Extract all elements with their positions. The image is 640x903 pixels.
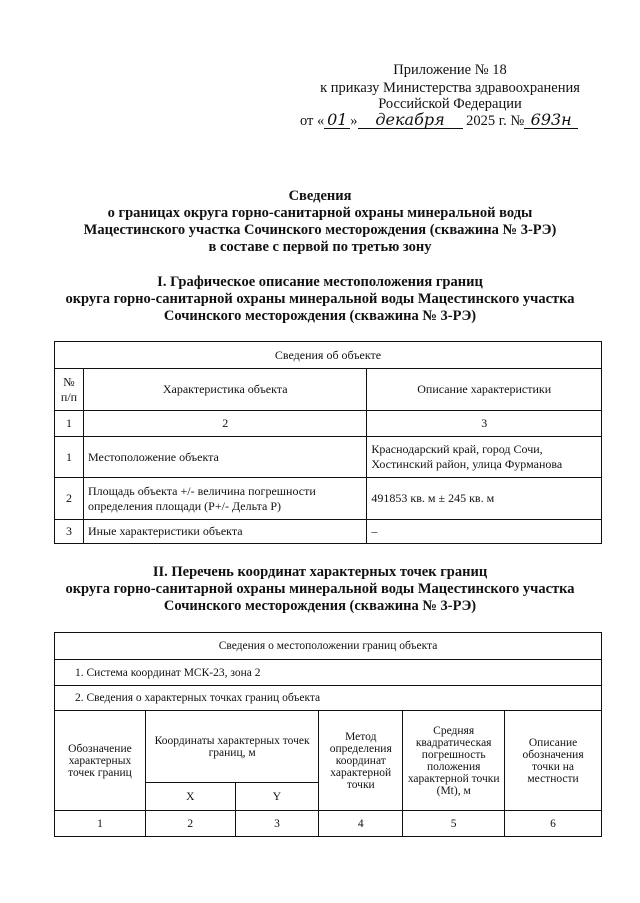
section1-title-line1: I. Графическое описание местоположения границ xyxy=(157,274,483,290)
description-cell: Краснодарский край, город Сочи, Хостинский район, улица Фурманова xyxy=(367,437,602,478)
points-caption: 2. Сведения о характерных точках границ объекта xyxy=(55,686,602,711)
date-prefix: от « xyxy=(300,113,325,129)
column-header-x: X xyxy=(145,783,235,811)
column-number-cell: 2 xyxy=(145,811,235,837)
characteristic-cell: Местоположение объекта xyxy=(83,437,366,478)
order-reference: к приказу Министерства здравоохранения xyxy=(320,80,580,96)
doc-title-line2: о границах округа горно-санитарной охраны минеральной воды xyxy=(107,205,533,221)
coordinate-system: 1. Система координат МСК-23, зона 2 xyxy=(55,660,602,686)
table-row xyxy=(55,437,602,478)
column-header-method: Метод определения координат характерной точки xyxy=(319,711,403,811)
order-date-line xyxy=(300,112,630,130)
column-number-cell: 4 xyxy=(319,811,403,837)
date-year: 2025 г. № xyxy=(466,113,525,129)
row-number: 2 xyxy=(55,478,84,520)
section2-title-line3: Сочинского месторождения (скважина № 3-РЭ) xyxy=(163,598,477,614)
column-number-cell: 1 xyxy=(55,411,84,437)
order-number: 693н xyxy=(524,112,578,129)
column-number-cell: 2 xyxy=(83,411,366,437)
date-mid: » xyxy=(350,113,358,129)
table-row xyxy=(55,478,602,520)
doc-title-line4: в составе с первой по третью зону xyxy=(208,239,432,255)
ministry-country: Российской Федерации xyxy=(378,96,522,112)
description-cell: 491853 кв. м ± 245 кв. м xyxy=(367,478,602,520)
section2-title-line1: II. Перечень координат характерных точек границ xyxy=(152,564,488,580)
column-header-characteristic: Характеристика объекта xyxy=(83,369,366,411)
date-month: декабря xyxy=(358,112,463,129)
section2-title-line2: округа горно-санитарной охраны минеральной воды Мацестинского участка xyxy=(65,581,575,597)
column-number-cell: 6 xyxy=(505,811,602,837)
column-number-cell: 3 xyxy=(367,411,602,437)
object-info-table xyxy=(54,341,602,544)
object-info-caption: Сведения об объекте xyxy=(55,342,602,369)
date-day: 01 xyxy=(324,112,350,129)
column-header-description: Описание характеристики xyxy=(367,369,602,411)
column-number-cell: 1 xyxy=(55,811,146,837)
characteristic-cell: Площадь объекта +/- величина погрешности определения площади (P+/- Дельта P) xyxy=(83,478,366,520)
description-cell: – xyxy=(367,520,602,544)
row-number: 3 xyxy=(55,520,84,544)
appendix-number: Приложение № 18 xyxy=(393,62,507,78)
column-number-cell: 5 xyxy=(403,811,505,837)
column-header-designation: Обозначение характерных точек границ xyxy=(55,711,146,811)
section1-title-line3: Сочинского месторождения (скважина № 3-РЭ) xyxy=(163,308,477,324)
row-number: 1 xyxy=(55,437,84,478)
column-header-coordinates: Координаты характерных точек границ, м xyxy=(145,711,318,783)
column-number-cell: 3 xyxy=(235,811,319,837)
characteristic-cell: Иные характеристики объекта xyxy=(83,520,366,544)
doc-title-line1: Сведения xyxy=(288,188,352,204)
column-header-y: Y xyxy=(235,783,319,811)
column-header-number: № п/п xyxy=(55,369,84,411)
table-row xyxy=(55,520,602,544)
section1-title-line2: округа горно-санитарной охраны минеральной воды Мацестинского участка xyxy=(65,291,575,307)
boundary-points-table xyxy=(54,632,602,837)
boundary-caption: Сведения о местоположении границ объекта xyxy=(55,633,602,660)
column-header-accuracy: Средняя квадратическая погрешность положения характерной точки (Mt), м xyxy=(403,711,505,811)
column-header-point-description: Описание обозначения точки на местности xyxy=(505,711,602,811)
doc-title-line3: Мацестинского участка Сочинского месторождения (скважина № 3-РЭ) xyxy=(83,222,557,238)
